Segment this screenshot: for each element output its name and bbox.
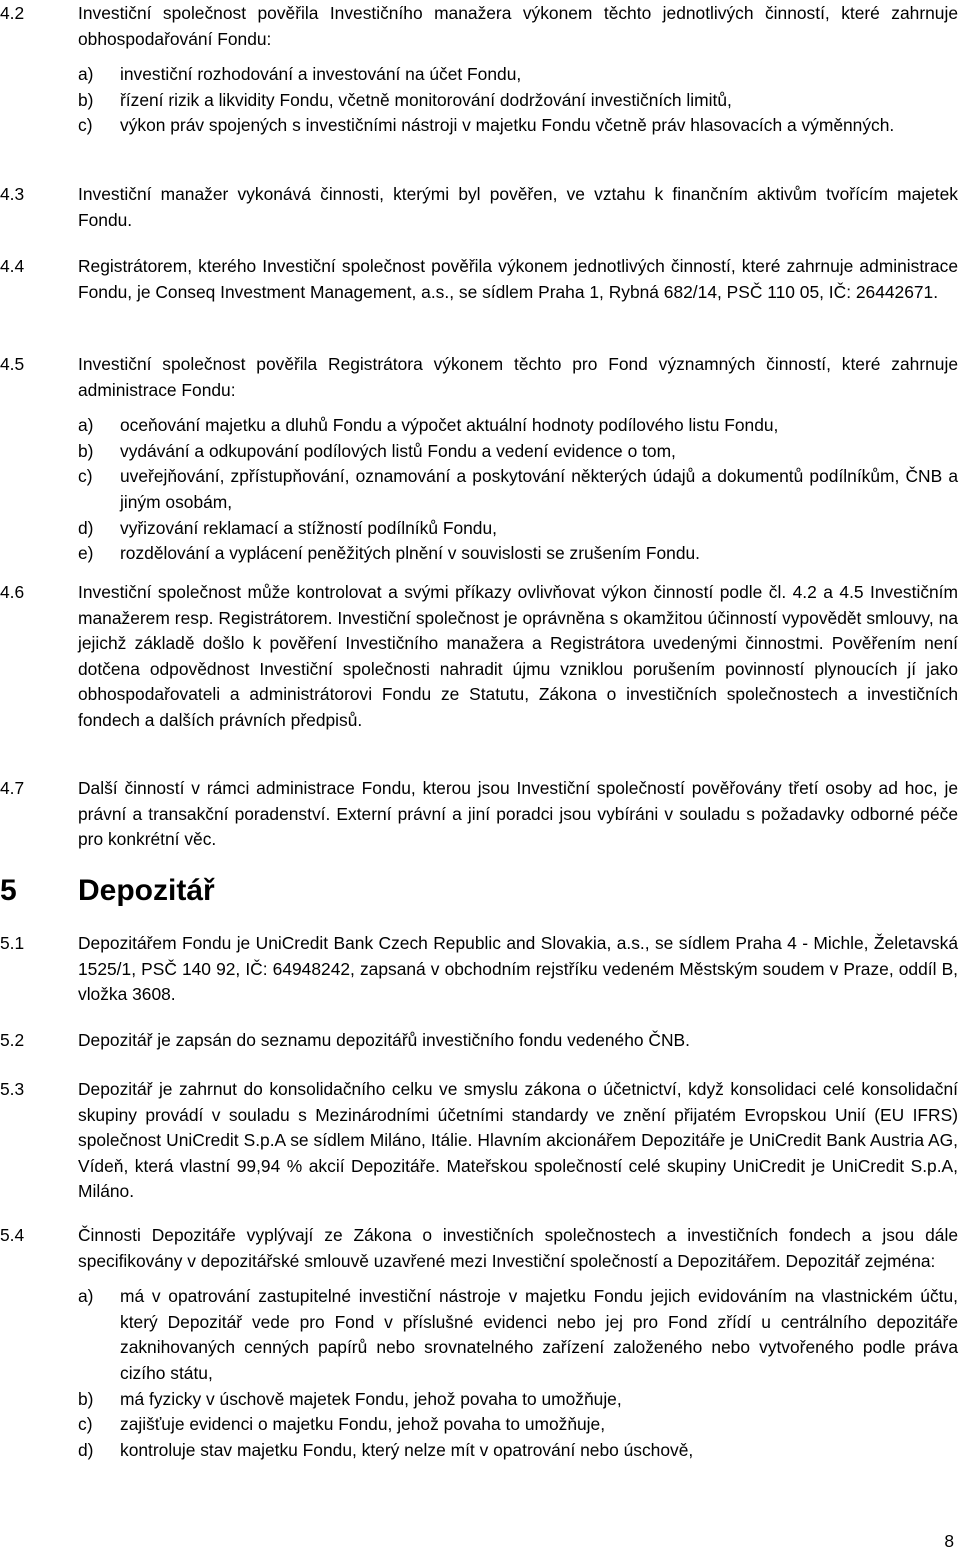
item-label: b) — [78, 440, 94, 461]
list-item — [0, 464, 958, 515]
paragraph-4-6 — [0, 580, 958, 734]
item-list — [0, 1284, 958, 1463]
item-text: má fyzicky v úschově majetek Fondu, jehož povaha to umožňuje, — [120, 1388, 622, 1409]
paragraph-text: Investiční společnost může kontrolovat a svými příkazy ovlivňovat výkon činností podle čl. 4.2 a 4.5 Investičním manažerem resp. Registrátorem. Investiční společnost je oprávněna s okamžitou účinností vypovědět smlouvy, na jejichž základě došlo k pověření Investičního manažera a Registrátora uvedenými činnostmi. Pověřením není dotčena odpovědnost Investiční společnosti nahradit újmu vzniklou porušením povinností plynoucích jí jako obhospodařovateli a administrátorovi Fondu ze Statutu, Zákona o investičních společnostech a investičních fondech a dalších právních předpisů. — [78, 582, 958, 730]
item-text: investiční rozhodování a investování na účet Fondu, — [120, 64, 522, 85]
paragraph-text: Činnosti Depozitáře vyplývají ze Zákona o investičních společnostech a investičních fondech a jsou dále specifikovány v depozitářské smlouvě uzavřené mezi Investiční společností a Depozitářem. Depozitář zejména: — [78, 1225, 958, 1271]
item-label: c) — [78, 466, 93, 487]
item-text: výkon práv spojených s investičními nástroji v majetku Fondu včetně práv hlasovacích a výměnných. — [120, 115, 895, 136]
list-item — [0, 541, 958, 567]
item-label: c) — [78, 1414, 93, 1435]
paragraph-number: 4.3 — [0, 184, 25, 204]
item-label: a) — [78, 1286, 94, 1307]
paragraph-text: Depozitář je zahrnut do konsolidačního celku ve smyslu zákona o účetnictví, když konsolidaci celé konsolidační skupiny provádí v souladu s Mezinárodními účetními standardy ve znění přijatém Evropskou Unií (EU IFRS) společnost UniCredit S.p.A se sídlem Miláno, Itálie. Hlavním akcionářem Depozitáře je UniCredit Bank Austria AG, Vídeň, která vlastní 99,94 % akcií Depozitáře. Mateřskou společností celé skupiny UniCredit je UniCredit S.p.A, Miláno. — [78, 1079, 958, 1202]
item-text: uveřejňování, zpřístupňování, oznamování a poskytování některých údajů a dokumentů podílníkům, ČNB a jiným osobám, — [120, 466, 958, 512]
item-label: d) — [78, 517, 94, 538]
paragraph-number: 5.2 — [0, 1030, 25, 1050]
paragraph-4-4 — [0, 254, 958, 305]
item-label: d) — [78, 1439, 94, 1460]
list-item — [0, 62, 958, 88]
paragraph-text: Registrátorem, kterého Investiční společnost pověřila výkonem jednotlivých činností, které zahrnuje administrace Fondu, je Conseq Investment Management, a.s., se sídlem Praha 1, Rybná 682/14, PSČ 110 05, IČ: 26442671. — [78, 256, 958, 302]
section-number: 5 — [0, 874, 17, 907]
paragraph-number: 5.4 — [0, 1225, 25, 1245]
section-title: Depozitář — [78, 874, 215, 907]
section-heading — [0, 871, 215, 911]
item-text: rozdělování a vyplácení peněžitých plnění v souvislosti se zrušením Fondu. — [120, 543, 700, 564]
list-item — [0, 1438, 958, 1464]
paragraph-5-2 — [0, 1028, 958, 1054]
paragraph-number: 4.7 — [0, 778, 25, 798]
paragraph-text: Depozitář je zapsán do seznamu depozitářů investičního fondu vedeného ČNB. — [78, 1030, 690, 1050]
paragraph-number: 4.6 — [0, 582, 25, 602]
item-text: vydávání a odkupování podílových listů Fondu a vedení evidence o tom, — [120, 440, 676, 461]
paragraph-number: 4.2 — [0, 3, 25, 23]
paragraph-5-4 — [0, 1223, 958, 1463]
item-label: b) — [78, 1388, 94, 1409]
item-text: oceňování majetku a dluhů Fondu a výpočet aktuální hodnoty podílového listu Fondu, — [120, 415, 779, 436]
paragraph-5-3 — [0, 1077, 958, 1205]
paragraph-text: Investiční manažer vykonává činnosti, kterými byl pověřen, ve vztahu k finančním aktivům tvořícím majetek Fondu. — [78, 184, 958, 230]
item-label: a) — [78, 415, 94, 436]
item-list — [0, 62, 958, 139]
paragraph-number: 5.1 — [0, 933, 25, 953]
list-item — [0, 1284, 958, 1386]
list-item — [0, 413, 958, 439]
item-label: b) — [78, 89, 94, 110]
item-text: vyřizování reklamací a stížností podílníků Fondu, — [120, 517, 497, 538]
list-item — [0, 516, 958, 542]
item-label: e) — [78, 543, 94, 564]
item-text: má v opatrování zastupitelné investiční nástroje v majetku Fondu jejich evidováním na vlastnickém účtu, který Depozitář vede pro Fond v příslušné evidenci nebo jej pro Fond zřídí u centrálního depozitáře zaknihovaných cenných papírů nebo srovnatelného zařízení založeného nebo vytvořeného podle práva cizího státu, — [120, 1286, 958, 1383]
paragraph-4-3 — [0, 182, 958, 233]
paragraph-text: Investiční společnost pověřila Registrátora výkonem těchto pro Fond významných činností, které zahrnuje administrace Fondu: — [78, 354, 958, 400]
paragraph-number: 5.3 — [0, 1079, 25, 1099]
item-text: zajišťuje evidenci o majetku Fondu, jehož povaha to umožňuje, — [120, 1414, 606, 1435]
paragraph-5-1 — [0, 931, 958, 1008]
paragraph-number: 4.4 — [0, 256, 25, 276]
list-item — [0, 88, 958, 114]
paragraph-text: Depozitářem Fondu je UniCredit Bank Czech Republic and Slovakia, a.s., se sídlem Praha 4 - Michle, Želetavská 1525/1, PSČ 140 92, IČ: 64948242, zapsaná v obchodním rejstříku vedeném Městským soudem v Praze, oddíl B, vložka 3608. — [78, 933, 958, 1005]
paragraph-text: Investiční společnost pověřila Investičního manažera výkonem těchto jednotlivých činností, které zahrnuje obhospodařování Fondu: — [78, 3, 958, 49]
item-text: kontroluje stav majetku Fondu, který nelze mít v opatrování nebo úschově, — [120, 1439, 694, 1460]
list-item — [0, 439, 958, 465]
list-item — [0, 113, 958, 139]
paragraph-4-7 — [0, 776, 958, 853]
paragraph-4-5 — [0, 352, 958, 567]
page-number: 8 — [944, 1531, 954, 1551]
paragraph-4-2 — [0, 1, 958, 139]
item-text: řízení rizik a likvidity Fondu, včetně monitorování dodržování investičních limitů, — [120, 89, 732, 110]
item-label: c) — [78, 115, 93, 136]
list-item — [0, 1412, 958, 1438]
item-list — [0, 413, 958, 567]
paragraph-number: 4.5 — [0, 354, 25, 374]
list-item — [0, 1387, 958, 1413]
paragraph-text: Další činností v rámci administrace Fondu, kterou jsou Investiční společností pověřovány třetí osoby ad hoc, je právní a transakční poradenství. Externí právní a jiní poradci jsou vybíráni v souladu s požadavky odborné péče pro konkrétní věc. — [78, 778, 958, 850]
item-label: a) — [78, 64, 94, 85]
